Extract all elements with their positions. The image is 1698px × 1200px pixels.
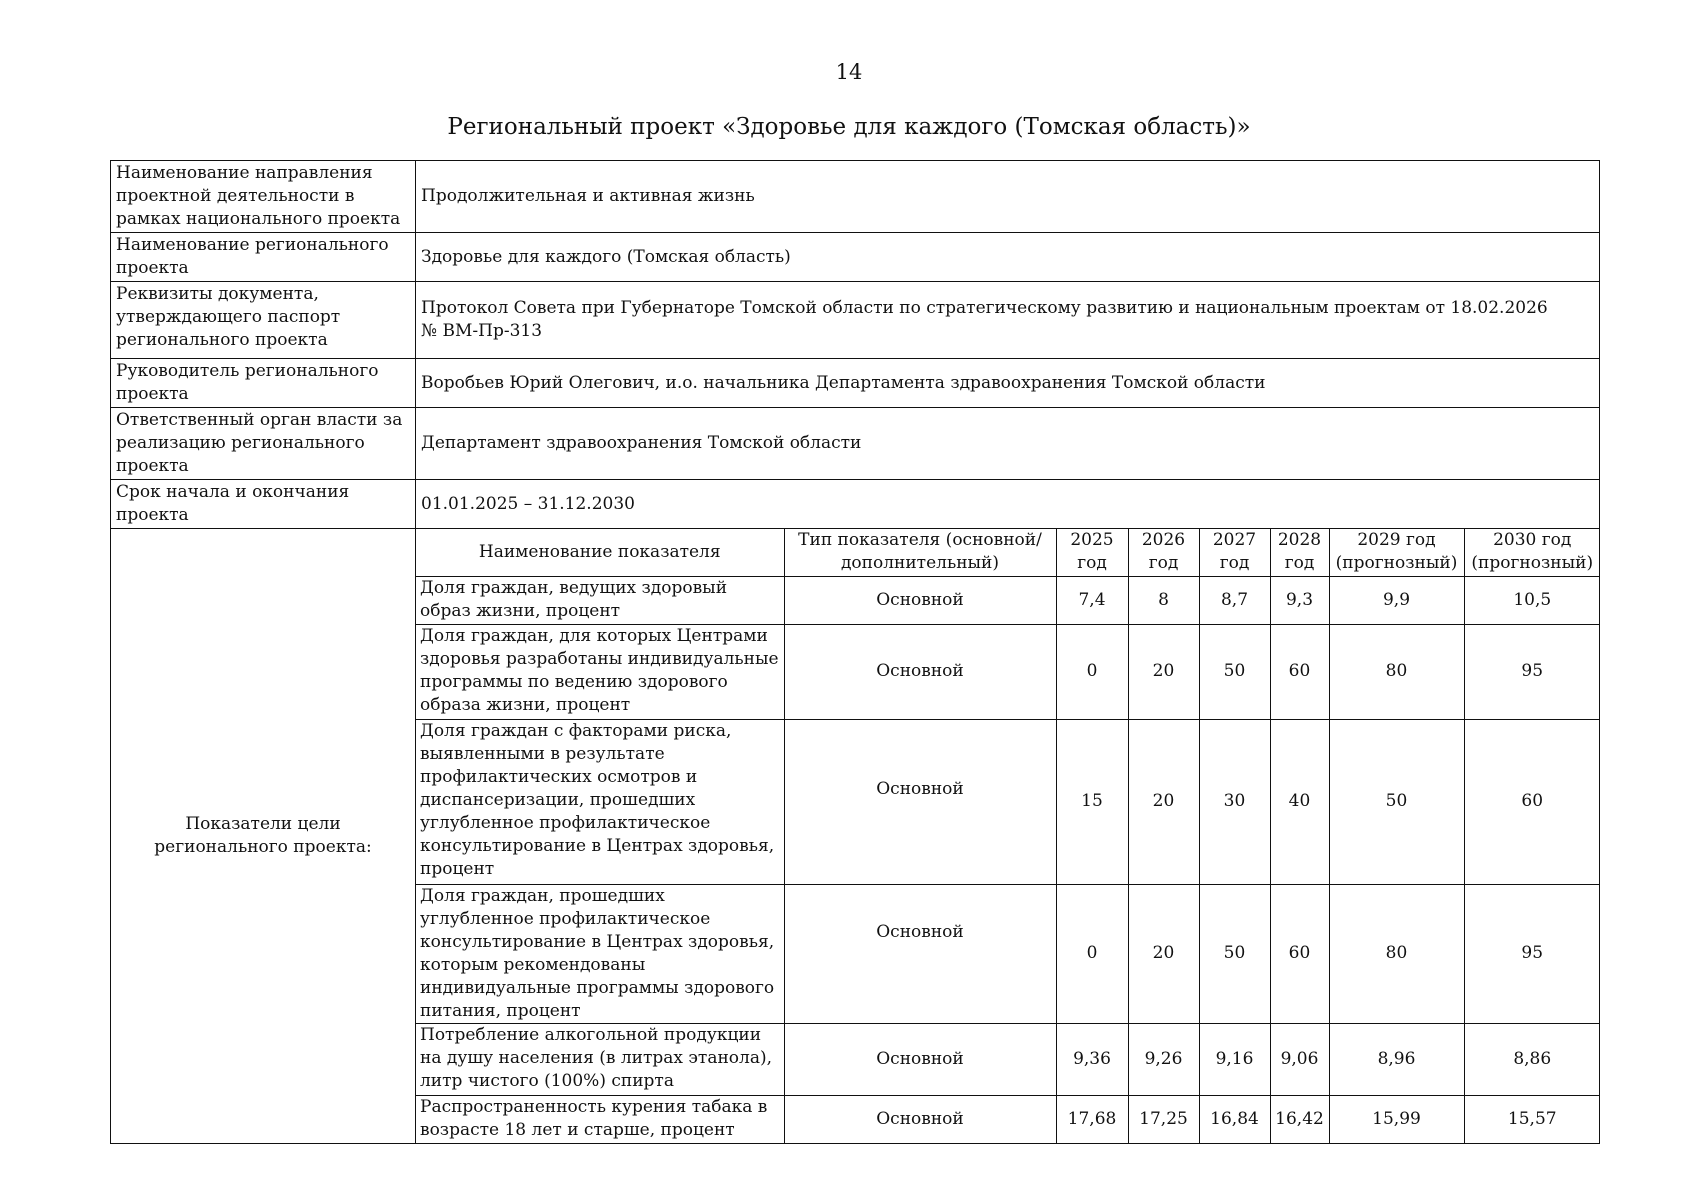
value-2026: 17,25 (1128, 1095, 1199, 1143)
goals-label: Показатели цели регионального проекта: (111, 529, 416, 1144)
indicator-row (416, 624, 1600, 719)
value-2026: 9,26 (1128, 1023, 1199, 1095)
value-2028: 16,42 (1270, 1095, 1329, 1143)
value-2029: 80 (1329, 624, 1464, 719)
value-2028: 60 (1270, 624, 1329, 719)
passport-label: Руководитель регионального проекта (111, 359, 416, 408)
value-2025: 9,36 (1056, 1023, 1128, 1095)
value-2026: 8 (1128, 576, 1199, 624)
value-2028: 9,3 (1270, 576, 1329, 624)
header-year-2028: 2028 год (1270, 529, 1329, 576)
indicator-type: Основной (784, 719, 1056, 884)
passport-row-document (111, 282, 1600, 359)
value-2028: 60 (1270, 884, 1329, 1023)
page-number: 14 (835, 60, 863, 84)
value-2030: 10,5 (1464, 576, 1600, 624)
indicator-type: Основной (784, 576, 1056, 624)
passport-row-direction (111, 161, 1600, 233)
header-indicator-name: Наименование показателя (416, 529, 784, 576)
value-2029: 9,9 (1329, 576, 1464, 624)
header-year-2030: 2030 год (прогнозный) (1464, 529, 1600, 576)
indicator-type: Основной (784, 884, 1056, 1023)
value-2025: 0 (1056, 624, 1128, 719)
document-number: № ВМ-Пр-313 (421, 321, 543, 341)
passport-label: Наименование регионального проекта (111, 233, 416, 282)
passport-row-period (111, 480, 1600, 529)
value-2027: 50 (1199, 624, 1270, 719)
value-2029: 15,99 (1329, 1095, 1464, 1143)
value-2027: 8,7 (1199, 576, 1270, 624)
value-2029: 8,96 (1329, 1023, 1464, 1095)
indicators-container (416, 529, 1600, 1144)
value-2027: 30 (1199, 719, 1270, 884)
indicator-type: Основной (784, 624, 1056, 719)
header-indicator-type: Тип показателя (основной/дополнительный) (784, 529, 1056, 576)
passport-value: 01.01.2025 – 31.12.2030 (416, 480, 1600, 529)
indicator-name: Доля граждан, прошедших углубленное профилактическое консультирование в Центрах здоровья, которым рекомендованы индивидуальные программы здорового питания, процент (416, 884, 784, 1023)
passport-label: Наименование направления проектной деятельности в рамках национального проекта (111, 161, 416, 233)
value-2030: 95 (1464, 884, 1600, 1023)
project-passport-table (110, 160, 1600, 1144)
passport-label: Срок начала и окончания проекта (111, 480, 416, 529)
indicator-type: Основной (784, 1023, 1056, 1095)
value-2026: 20 (1128, 884, 1199, 1023)
passport-value: Здоровье для каждого (Томская область) (416, 233, 1600, 282)
value-2030: 95 (1464, 624, 1600, 719)
indicator-name: Доля граждан, для которых Центрами здоровья разработаны индивидуальные программы по ведению здорового образа жизни, процент (416, 624, 784, 719)
value-2030: 15,57 (1464, 1095, 1600, 1143)
value-2026: 20 (1128, 624, 1199, 719)
indicator-name: Распространенность курения табака в возрасте 18 лет и старше, процент (416, 1095, 784, 1143)
value-2030: 8,86 (1464, 1023, 1600, 1095)
indicator-name: Доля граждан с факторами риска, выявленными в результате профилактических осмотров и диспансеризации, прошедших углубленное профилактическое консультирование в Центрах здоровья, процент (416, 719, 784, 884)
value-2025: 15 (1056, 719, 1128, 884)
value-2028: 40 (1270, 719, 1329, 884)
passport-label: Ответственный орган власти за реализацию регионального проекта (111, 408, 416, 480)
indicator-type: Основной (784, 1095, 1056, 1143)
passport-row-responsible (111, 408, 1600, 480)
header-year-2026: 2026 год (1128, 529, 1199, 576)
header-year-2025: 2025 год (1056, 529, 1128, 576)
value-2029: 50 (1329, 719, 1464, 884)
value-2027: 50 (1199, 884, 1270, 1023)
passport-row-indicators (111, 529, 1600, 1144)
indicators-header-row (416, 529, 1600, 576)
passport-row-project-name (111, 233, 1600, 282)
indicators-table (416, 529, 1600, 1143)
passport-value: Департамент здравоохранения Томской области (416, 408, 1600, 480)
indicator-row (416, 1095, 1600, 1143)
header-year-2029: 2029 год (прогнозный) (1329, 529, 1464, 576)
value-2025: 7,4 (1056, 576, 1128, 624)
value-2030: 60 (1464, 719, 1600, 884)
value-2027: 9,16 (1199, 1023, 1270, 1095)
document-title: Региональный проект «Здоровье для каждого (Томская область)» (447, 114, 1251, 140)
value-2025: 17,68 (1056, 1095, 1128, 1143)
value-2028: 9,06 (1270, 1023, 1329, 1095)
passport-value (416, 282, 1600, 359)
indicator-row (416, 884, 1600, 1023)
indicator-row (416, 576, 1600, 624)
indicator-name: Потребление алкогольной продукции на душу населения (в литрах этанола), литр чистого (100%) спирта (416, 1023, 784, 1095)
passport-value: Продолжительная и активная жизнь (416, 161, 1600, 233)
indicator-row (416, 1023, 1600, 1095)
value-2029: 80 (1329, 884, 1464, 1023)
header-year-2027: 2027 год (1199, 529, 1270, 576)
indicator-row (416, 719, 1600, 884)
value-2026: 20 (1128, 719, 1199, 884)
passport-value: Воробьев Юрий Олегович, и.о. начальника Департамента здравоохранения Томской области (416, 359, 1600, 408)
indicator-name: Доля граждан, ведущих здоровый образ жизни, процент (416, 576, 784, 624)
value-2025: 0 (1056, 884, 1128, 1023)
document-details: Протокол Совета при Губернаторе Томской области по стратегическому развитию и национальным проектам от 18.02.2026 (421, 298, 1548, 318)
value-2027: 16,84 (1199, 1095, 1270, 1143)
passport-label: Реквизиты документа, утверждающего паспорт регионального проекта (111, 282, 416, 359)
passport-row-head (111, 359, 1600, 408)
